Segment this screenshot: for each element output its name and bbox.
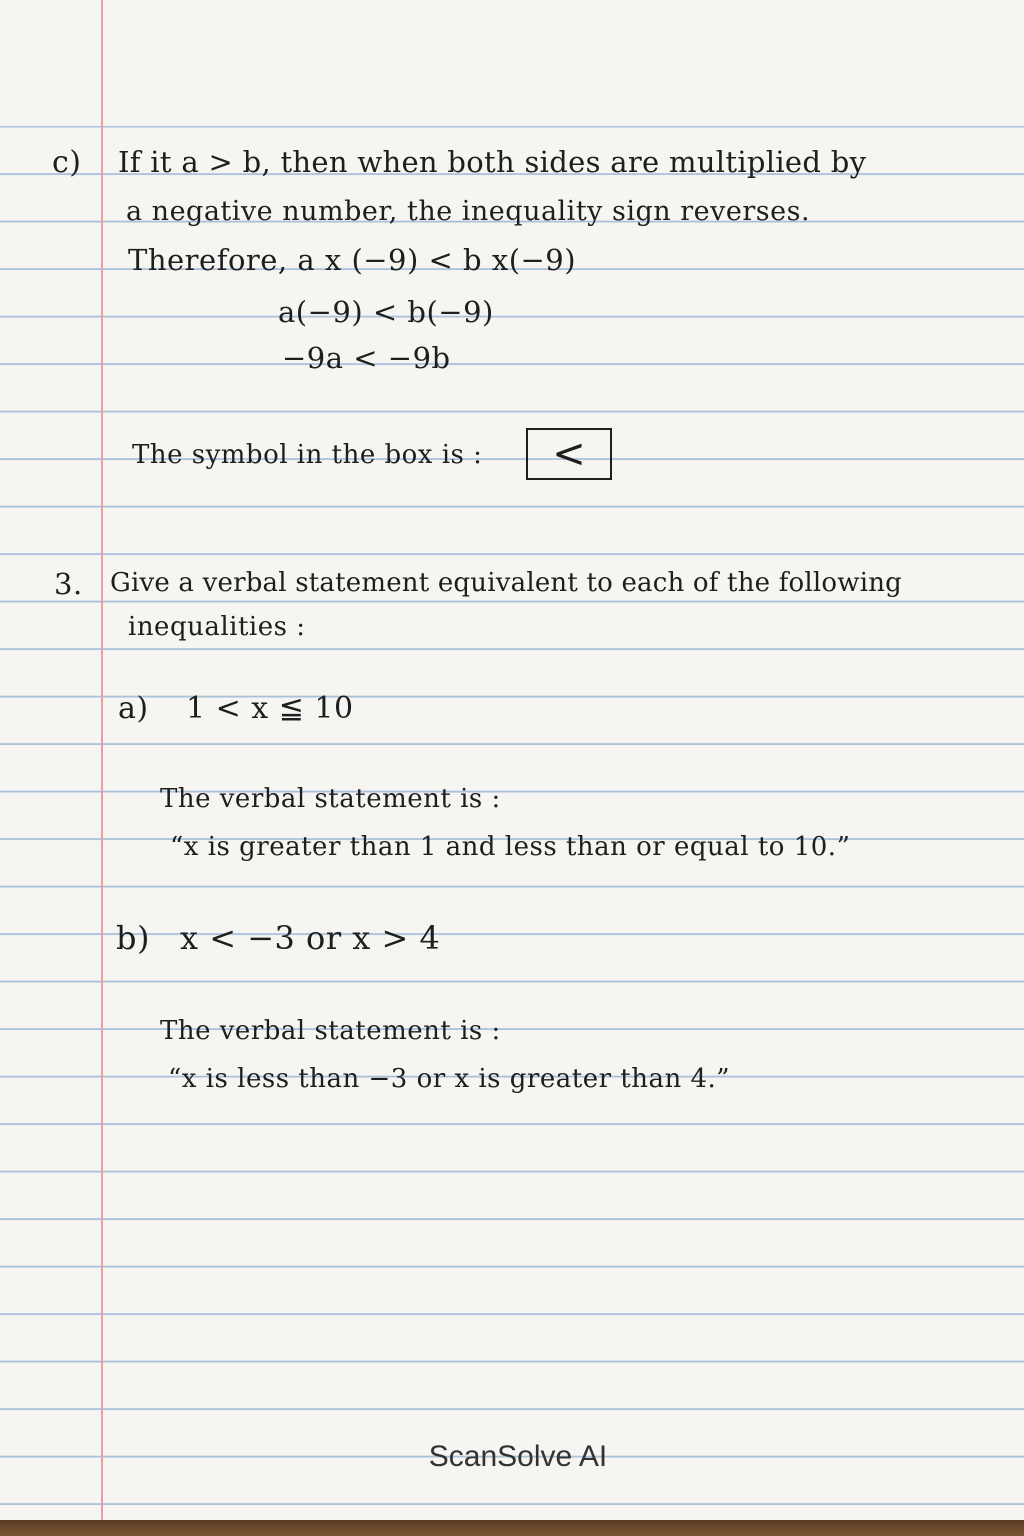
part-a-statement-label: The verbal statement is : — [160, 784, 501, 814]
red-margin-line — [101, 0, 103, 1520]
part-c-line-4: a(−9) < b(−9) — [278, 295, 494, 329]
question-3-prompt-line-2: inequalities : — [128, 612, 306, 642]
page-top-margin — [0, 0, 1024, 126]
part-c-line-5: −9a < −9b — [282, 341, 451, 375]
answer-box — [526, 428, 612, 480]
part-b-statement: “x is less than −3 or x is greater than 4.” — [168, 1064, 731, 1094]
answer-symbol: < — [552, 431, 586, 477]
part-a-label: a) — [118, 691, 149, 726]
part-c-line-3: Therefore, a x (−9) < b x(−9) — [128, 243, 577, 277]
part-c-line-1: If it a > b, then when both sides are multiplied by — [118, 145, 867, 179]
part-b-label: b) — [116, 919, 150, 957]
part-c-line-2: a negative number, the inequality sign reverses. — [126, 196, 811, 227]
result-label: The symbol in the box is : — [132, 440, 483, 470]
part-c-label: c) — [52, 145, 82, 180]
part-b-inequality: x < −3 or x > 4 — [180, 919, 441, 957]
question-3-prompt-line-1: Give a verbal statement equivalent to each of the following — [110, 568, 903, 598]
part-b-statement-label: The verbal statement is : — [160, 1016, 501, 1046]
watermark: ScanSolve AI — [428, 1440, 608, 1473]
wooden-desk-edge — [0, 1520, 1024, 1536]
part-a-inequality: 1 < x ≦ 10 — [186, 691, 354, 726]
question-3-number: 3. — [54, 567, 83, 601]
part-a-statement: “x is greater than 1 and less than or equal to 10.” — [170, 832, 851, 862]
